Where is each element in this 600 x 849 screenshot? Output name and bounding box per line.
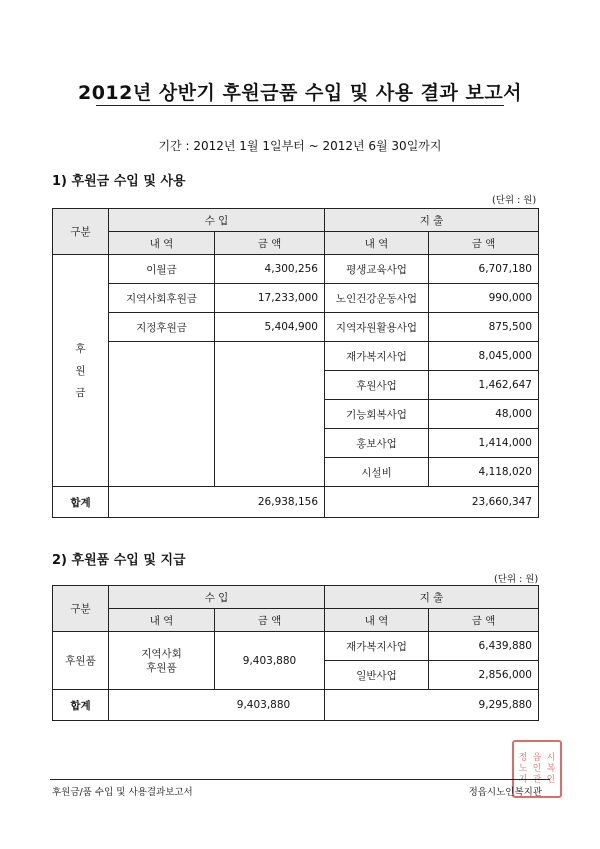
seal-glyph: 인	[532, 763, 542, 774]
seal-glyph: 읍	[532, 752, 542, 763]
category-label-donation: 후 원 금	[53, 255, 109, 487]
income-item: 지정후원금	[109, 313, 215, 342]
expense-item: 평생교육사업	[325, 255, 429, 284]
seal-glyph: 복	[546, 763, 556, 774]
footer-right-text: 정읍시노인복지관	[468, 787, 542, 798]
income-item-empty	[109, 342, 215, 487]
section2-unit: (단위 : 원)	[494, 574, 539, 585]
income-item: 지역사회 후원품	[109, 632, 215, 690]
section2-heading: 2) 후원품 수입 및 지급	[52, 553, 186, 568]
expense-item: 후원사업	[325, 371, 429, 400]
expense-item: 홍보사업	[325, 429, 429, 458]
expense-amount: 8,045,000	[429, 342, 539, 371]
expense-amount: 1,414,000	[429, 429, 539, 458]
expense-amount: 2,856,000	[429, 661, 539, 690]
expense-amount: 4,118,020	[429, 458, 539, 487]
income-amount: 17,233,000	[215, 284, 325, 313]
total-label: 합계	[53, 487, 109, 518]
income-amount: 5,404,900	[215, 313, 325, 342]
header-expense-amount: 금 액	[429, 609, 539, 632]
expense-item: 지역자원활용사업	[325, 313, 429, 342]
donation-money-table	[52, 208, 539, 518]
footer-divider	[50, 779, 550, 780]
total-expense: 23,660,347	[325, 487, 539, 518]
seal-glyph: 인	[546, 774, 556, 785]
header-category: 구분	[53, 209, 109, 255]
header-income: 수 입	[109, 209, 325, 232]
income-item: 지역사회후원금	[109, 284, 215, 313]
total-expense: 9,295,880	[325, 690, 539, 721]
header-expense-detail: 내 역	[325, 232, 429, 255]
seal-glyph: 정	[518, 752, 528, 763]
total-income: 26,938,156	[109, 487, 325, 518]
header-expense: 지 출	[325, 209, 539, 232]
section1-heading: 1) 후원금 수입 및 사용	[52, 174, 186, 189]
seal-glyph: 관	[532, 774, 542, 785]
header-income-amount: 금 액	[215, 232, 325, 255]
expense-amount: 6,707,180	[429, 255, 539, 284]
expense-item: 일반사업	[325, 661, 429, 690]
header-income-detail: 내 역	[109, 232, 215, 255]
total-income: 9,403,880	[109, 690, 325, 721]
header-category: 구분	[53, 586, 109, 632]
seal-glyph: 시	[546, 752, 556, 763]
title-underline	[96, 105, 504, 106]
expense-amount: 990,000	[429, 284, 539, 313]
header-income-amount: 금 액	[215, 609, 325, 632]
income-amount: 4,300,256	[215, 255, 325, 284]
seal-glyph: 노	[518, 763, 528, 774]
report-period: 기간 : 2012년 1월 1일부터 ~ 2012년 6월 30일까지	[158, 139, 442, 153]
expense-item: 재가복지사업	[325, 632, 429, 661]
income-amount: 9,403,880	[215, 632, 325, 690]
total-label: 합계	[53, 690, 109, 721]
document-title: 2012년 상반기 후원금품 수입 및 사용 결과 보고서	[77, 82, 523, 104]
header-expense-amount: 금 액	[429, 232, 539, 255]
header-income: 수 입	[109, 586, 325, 609]
section1-unit: (단위 : 원)	[492, 195, 537, 206]
expense-amount: 48,000	[429, 400, 539, 429]
header-expense: 지 출	[325, 586, 539, 609]
footer-left-text: 후원금/품 수입 및 사용결과보고서	[52, 787, 193, 798]
expense-amount: 6,439,880	[429, 632, 539, 661]
expense-amount: 875,500	[429, 313, 539, 342]
expense-item: 재가복지사업	[325, 342, 429, 371]
expense-item: 시설비	[325, 458, 429, 487]
donation-goods-table	[52, 585, 539, 721]
income-item: 이월금	[109, 255, 215, 284]
expense-item: 노인건강운동사업	[325, 284, 429, 313]
expense-amount: 1,462,647	[429, 371, 539, 400]
category-label-goods: 후원품	[53, 632, 109, 690]
seal-glyph: 지	[518, 774, 528, 785]
income-amount-empty	[215, 342, 325, 487]
header-expense-detail: 내 역	[325, 609, 429, 632]
header-income-detail: 내 역	[109, 609, 215, 632]
expense-item: 기능회복사업	[325, 400, 429, 429]
